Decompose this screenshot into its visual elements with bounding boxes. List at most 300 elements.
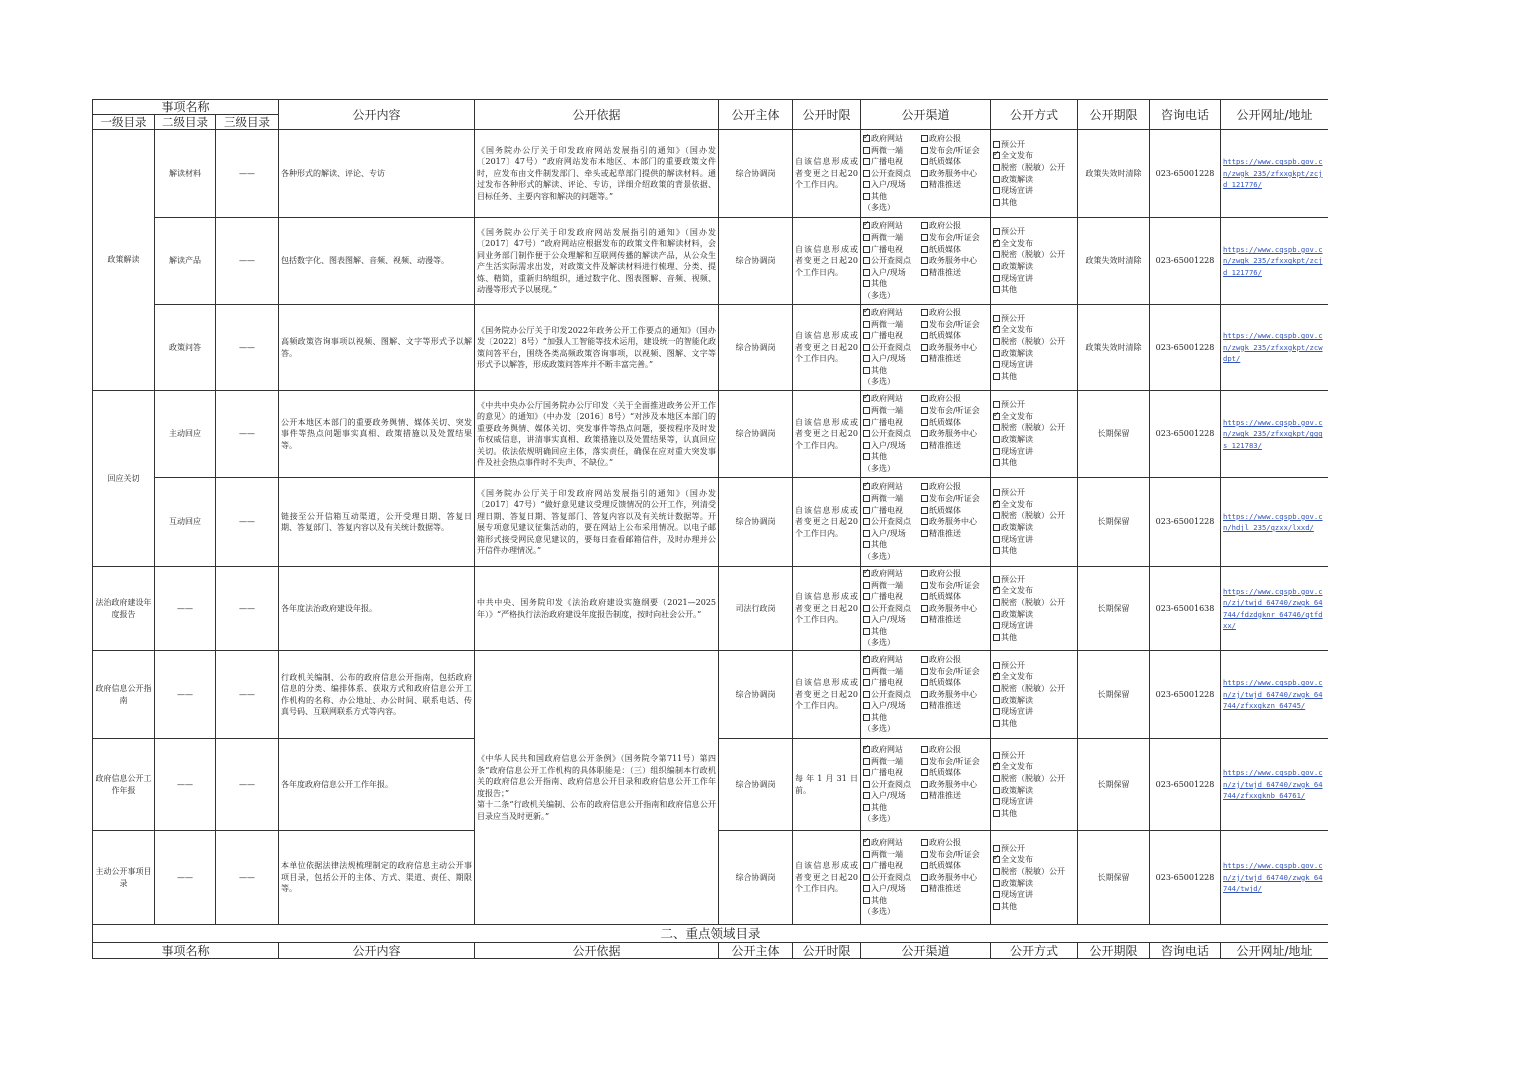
checkbox-icon (993, 662, 1000, 669)
checkbox-icon (863, 851, 870, 858)
header-basis: 公开依据 (475, 100, 719, 130)
channel-options (863, 481, 988, 551)
option-label: 入户/现场 (871, 180, 906, 190)
option-item (863, 505, 921, 517)
checkbox-icon (993, 164, 1000, 171)
option-item (921, 405, 991, 417)
checkbox-icon (921, 781, 928, 788)
option-item (993, 197, 1075, 209)
option-label: 政策解读 (1001, 609, 1033, 619)
channel-options (863, 220, 988, 290)
option-label: 预公开 (1001, 313, 1025, 323)
option-item (863, 654, 921, 666)
time-limit-cell: 自该信息形成或者变更之日起20个工作日内。 (793, 130, 861, 218)
option-item (863, 666, 921, 678)
url-cell (1221, 218, 1329, 305)
checked-checkbox-icon (993, 856, 1000, 863)
option-item (863, 244, 921, 256)
option-label: 现场宣讲 (1001, 186, 1033, 196)
option-label: 入户/现场 (871, 528, 906, 538)
channel-options (863, 837, 988, 907)
option-label: 其他 (871, 540, 887, 550)
option-label: 精准推送 (929, 884, 961, 894)
option-label: 政务服务中心 (929, 689, 977, 699)
level3-cell: —— (216, 567, 279, 651)
option-label: 发布会/听证会 (929, 406, 980, 416)
option-item (921, 220, 991, 232)
checkbox-icon (993, 489, 1000, 496)
checked-checkbox-icon (863, 570, 870, 577)
option-item (921, 481, 991, 493)
option-label: 两微一端 (871, 494, 903, 504)
option-item (993, 522, 1075, 534)
option-item (921, 568, 991, 580)
multi-select-note: （多选） (863, 907, 895, 917)
option-item (921, 756, 991, 768)
checked-checkbox-icon (993, 673, 1000, 680)
checkbox-icon (993, 286, 1000, 293)
url-link[interactable]: https://www.cqspb.gov.cn/hdjl_235/qzxx/lxxd/ (1223, 511, 1323, 532)
option-label: 发布会/听证会 (929, 233, 980, 243)
checked-checkbox-icon (863, 656, 870, 663)
checkbox-icon (863, 679, 870, 686)
option-item (921, 860, 991, 872)
checkbox-icon (921, 147, 928, 154)
option-label: 全文发布 (1001, 499, 1033, 509)
checkbox-icon (993, 611, 1000, 618)
option-label: 全文发布 (1001, 855, 1033, 865)
checkbox-icon (993, 373, 1000, 380)
checkbox-icon (863, 507, 870, 514)
option-item (993, 150, 1075, 162)
option-label: 精准推送 (929, 440, 961, 450)
option-label: 其他 (1001, 371, 1017, 381)
url-link[interactable]: https://www.cqspb.gov.cn/zj/twjd_64740/zwgk_64744/zfxxgknb_64761/ (1223, 768, 1323, 801)
option-label: 其他 (871, 452, 887, 462)
option-item (993, 422, 1075, 434)
option-label: 预公开 (1001, 400, 1025, 410)
header-content: 公开内容 (279, 100, 475, 130)
multi-select-note: （多选） (863, 463, 895, 473)
period-cell: 长期保留 (1078, 739, 1150, 831)
option-label: 其他 (1001, 718, 1017, 728)
option-item (863, 428, 921, 440)
option-label: 纸质媒体 (929, 331, 961, 341)
checkbox-icon (921, 355, 928, 362)
option-label: 精准推送 (929, 267, 961, 277)
option-item (993, 866, 1075, 878)
option-label: 发布会/听证会 (929, 580, 980, 590)
option-label: 入户/现场 (871, 267, 906, 277)
option-item (863, 145, 921, 157)
content-cell: 各种形式的解读、评论、专访 (279, 130, 475, 218)
checkbox-icon (863, 246, 870, 253)
option-item (993, 585, 1075, 597)
checkbox-icon (863, 874, 870, 881)
level1-policy-cell: 政策解读 (93, 130, 155, 391)
phone-cell: 023-65001228 (1150, 391, 1221, 478)
checkbox-icon (863, 495, 870, 502)
section2-title: 二、重点领域目录 (93, 925, 1329, 943)
option-label: 现场宣讲 (1001, 534, 1033, 544)
phone-cell: 023-65001228 (1150, 651, 1221, 739)
option-label: 其他 (871, 626, 887, 636)
option-item (863, 481, 921, 493)
checked-checkbox-icon (993, 152, 1000, 159)
option-label: 纸质媒体 (929, 157, 961, 167)
option-label: 政策解读 (1001, 262, 1033, 271)
option-label: 入户/现场 (871, 615, 906, 625)
option-item (863, 133, 921, 145)
option-label: 广播电视 (871, 768, 903, 778)
checkbox-icon (863, 593, 870, 600)
url-link[interactable]: https://www.cqspb.gov.cn/zwgk_235/zfxxgkpt/zcjd_121776/ (1223, 244, 1323, 277)
option-item (993, 808, 1075, 820)
url-link[interactable]: https://www.cqspb.gov.cn/zj/twjd_64740/zwgk_64744/twjd/ (1223, 861, 1323, 894)
option-item (993, 510, 1075, 522)
header-time-limit: 公开时限 (793, 100, 861, 130)
option-label: 预公开 (1001, 488, 1025, 498)
checkbox-icon (863, 193, 870, 200)
option-label: 政府网站 (871, 744, 903, 754)
option-item (863, 539, 921, 551)
option-item (863, 417, 921, 429)
checkbox-icon (921, 702, 928, 709)
option-item (993, 718, 1075, 730)
url-link[interactable]: https://www.cqspb.gov.cn/zj/twjd_64740/zwgk_64744/zfxxgkzn_64745/ (1223, 678, 1323, 711)
option-item (993, 683, 1075, 695)
checkbox-icon (993, 436, 1000, 443)
option-label: 公开查阅点 (871, 689, 911, 699)
option-item (993, 901, 1075, 913)
option-label: 政府网站 (871, 394, 903, 404)
option-label: 其他 (871, 895, 887, 905)
option-label: 政务服务中心 (929, 342, 977, 352)
option-item (863, 405, 921, 417)
checkbox-icon (921, 234, 928, 241)
option-item (993, 534, 1075, 546)
option-item (993, 620, 1075, 632)
channel-cell (861, 218, 991, 305)
method-cell (991, 739, 1078, 831)
option-item (863, 168, 921, 180)
multi-select-note: （多选） (863, 290, 895, 300)
multi-select-note: （多选） (863, 724, 895, 734)
option-label: 预公开 (1001, 660, 1025, 670)
disclosure-catalog-table (92, 99, 1328, 959)
checkbox-icon (993, 599, 1000, 606)
option-label: 精准推送 (929, 701, 961, 711)
option-item (863, 883, 921, 895)
option-item (863, 767, 921, 779)
option-label: 两微一端 (871, 580, 903, 590)
table-row (93, 130, 1329, 218)
url-link[interactable]: https://www.cqspb.gov.cn/zwgk_235/zfxxgkpt/zcwdpt/ (1223, 331, 1323, 364)
checkbox-icon (993, 622, 1000, 629)
url-cell (1221, 739, 1329, 831)
option-item (993, 411, 1075, 423)
content-cell: 包括数字化、图表图解、音频、视频、动漫等。 (279, 218, 475, 305)
option-label: 纸质媒体 (929, 678, 961, 688)
option-item (863, 191, 921, 203)
option-label: 纸质媒体 (929, 768, 961, 778)
option-item (921, 255, 991, 267)
option-label: 其他 (871, 365, 887, 375)
section2-header-url: 公开网址/地址 (1221, 943, 1329, 959)
checkbox-icon (993, 880, 1000, 887)
option-item (993, 139, 1075, 151)
checkbox-icon (921, 746, 928, 753)
option-label: 现场宣讲 (1001, 797, 1033, 807)
option-label: 其他 (1001, 901, 1017, 911)
checkbox-icon (863, 885, 870, 892)
option-label: 发布会/听证会 (929, 666, 980, 676)
option-label: 现场宣讲 (1001, 360, 1033, 370)
url-link[interactable]: https://www.cqspb.gov.cn/zj/twjd_64740/zwgk_64744/fdzdgknr_64746/qtfdxx/ (1223, 586, 1323, 630)
option-item (921, 417, 991, 429)
catalog-sheet (92, 99, 1328, 959)
option-item (921, 580, 991, 592)
option-item (863, 677, 921, 689)
option-item (921, 133, 991, 145)
checkbox-icon (863, 257, 870, 264)
header-level2: 二级目录 (155, 115, 216, 130)
option-item (863, 365, 921, 377)
option-label: 现场宣讲 (1001, 890, 1033, 900)
option-item (863, 393, 921, 405)
option-item (993, 597, 1075, 609)
option-item (921, 849, 991, 861)
section2-header-content: 公开内容 (279, 943, 475, 959)
checkbox-icon (921, 570, 928, 577)
section2-header-item-name: 事项名称 (93, 943, 279, 959)
option-label: 两微一端 (871, 849, 903, 859)
option-item (863, 614, 921, 626)
section2-header-row (93, 943, 1329, 959)
checkbox-icon (921, 507, 928, 514)
checkbox-icon (863, 702, 870, 709)
checkbox-icon (993, 424, 1000, 431)
checkbox-icon (863, 541, 870, 548)
checkbox-icon (863, 181, 870, 188)
time-limit-cell: 自该信息形成或者变更之日起20个工作日内。 (793, 831, 861, 925)
option-label: 政府公报 (929, 568, 961, 578)
option-label: 政策解读 (1001, 435, 1033, 444)
option-label: 公开查阅点 (871, 429, 911, 439)
option-item (993, 632, 1075, 644)
method-cell (991, 391, 1078, 478)
level3-cell: —— (216, 130, 279, 218)
url-cell (1221, 478, 1329, 567)
checkbox-icon (863, 769, 870, 776)
option-item (863, 307, 921, 319)
period-cell: 政策失效时清除 (1078, 305, 1150, 391)
option-label: 脱密（脱敏）公开 (1001, 866, 1065, 876)
option-item (993, 574, 1075, 586)
checkbox-icon (993, 752, 1000, 759)
option-item (863, 342, 921, 354)
option-item (993, 249, 1075, 261)
option-item (921, 244, 991, 256)
option-item (921, 790, 991, 802)
option-label: 全文发布 (1001, 672, 1033, 682)
table-row (93, 305, 1329, 391)
option-item (993, 796, 1075, 808)
table-row (93, 478, 1329, 567)
content-cell: 各年度政府信息公开工作年报。 (279, 739, 475, 831)
checkbox-icon (993, 251, 1000, 258)
option-label: 政务服务中心 (929, 256, 977, 266)
url-link[interactable]: https://www.cqspb.gov.cn/zwgk_235/zfxxgkpt/zcjd_121776/ (1223, 157, 1323, 190)
checked-checkbox-icon (863, 222, 870, 229)
checkbox-icon (921, 309, 928, 316)
option-item (921, 700, 991, 712)
option-label: 入户/现场 (871, 884, 906, 894)
option-label: 政府网站 (871, 568, 903, 578)
basis-cell: 《中共中央办公厅国务院办公厅印发〈关于全面推进政务公开工作的意见〉的通知》（中办发〔2016〕8号）“对涉及本地区本部门的重要政务舆情、媒体关切、突发事件等热点问题，要按程序及时发布权威信息，讲清事实真相、政策措施以及处置结果等，认真回应关切。依法依规明确回应主体，落实责任，确保在应对重大突发事件及社会热点事件时不失声、不缺位。” (475, 391, 719, 478)
checked-checkbox-icon (863, 135, 870, 142)
checked-checkbox-icon (863, 309, 870, 316)
checkbox-icon (863, 668, 870, 675)
option-label: 发布会/听证会 (929, 145, 980, 155)
time-limit-cell: 自该信息形成或者变更之日起20个工作日内。 (793, 305, 861, 391)
checkbox-icon (921, 395, 928, 402)
option-label: 政府网站 (871, 307, 903, 317)
checkbox-icon (863, 453, 870, 460)
checkbox-icon (993, 903, 1000, 910)
option-item (993, 284, 1075, 296)
option-label: 精准推送 (929, 354, 961, 364)
phone-cell: 023-65001228 (1150, 831, 1221, 925)
option-label: 脱密（脱敏）公开 (1001, 250, 1065, 260)
header-period: 公开期限 (1078, 100, 1150, 130)
checkbox-icon (863, 430, 870, 437)
option-item (921, 232, 991, 244)
option-label: 其他 (1001, 632, 1017, 642)
option-item (921, 168, 991, 180)
method-cell (991, 831, 1078, 925)
option-label: 预公开 (1001, 843, 1025, 853)
url-link[interactable]: https://www.cqspb.gov.cn/zwgk_235/zfxxgkpt/gggs_121783/ (1223, 417, 1323, 450)
checked-checkbox-icon (863, 395, 870, 402)
phone-cell: 023-65001228 (1150, 130, 1221, 218)
checkbox-icon (921, 851, 928, 858)
multi-select-note: （多选） (863, 551, 895, 561)
option-label: 发布会/听证会 (929, 756, 980, 766)
checkbox-icon (993, 708, 1000, 715)
multi-select-note: （多选） (863, 203, 895, 213)
option-label: 现场宣讲 (1001, 621, 1033, 631)
option-label: 其他 (1001, 808, 1017, 818)
option-item (921, 505, 991, 517)
subject-cell: 综合协调岗 (719, 305, 793, 391)
header-item-name: 事项名称 (93, 100, 279, 115)
option-item (921, 145, 991, 157)
option-label: 全文发布 (1001, 325, 1033, 335)
checked-checkbox-icon (863, 483, 870, 490)
phone-cell: 023-65001228 (1150, 218, 1221, 305)
option-label: 其他 (1001, 285, 1017, 295)
option-label: 政府公报 (929, 133, 961, 143)
checkbox-icon (921, 582, 928, 589)
channel-options (863, 133, 988, 203)
checkbox-icon (993, 720, 1000, 727)
option-label: 政府公报 (929, 654, 961, 664)
option-label: 入户/现场 (871, 791, 906, 801)
option-label: 政府网站 (871, 654, 903, 664)
basis-cell: 《国务院办公厅关于印发政府网站发展指引的通知》（国办发〔2017〕47号）“做好意见建议受理反馈情况的公开工作，列清受理日期、答复日期、答复部门、答复内容以及有关统计数据等。开展专项意见建议征集活动的，要在网站上公布采用情况。以电子邮箱形式接受网民意见建议的，要每日查看邮箱信件，及时办理并公开信件办理情况。” (475, 478, 719, 567)
option-label: 预公开 (1001, 139, 1025, 149)
checkbox-icon (863, 582, 870, 589)
checked-checkbox-icon (993, 240, 1000, 247)
checkbox-icon (921, 769, 928, 776)
option-label: 政府公报 (929, 394, 961, 404)
checkbox-icon (863, 792, 870, 799)
checkbox-icon (993, 199, 1000, 206)
option-item (993, 371, 1075, 383)
option-item (993, 336, 1075, 348)
option-item (863, 353, 921, 365)
checkbox-icon (993, 141, 1000, 148)
checkbox-icon (921, 246, 928, 253)
option-label: 其他 (871, 191, 887, 201)
option-item (993, 226, 1075, 238)
level2-cell: —— (155, 651, 216, 739)
checkbox-icon (921, 222, 928, 229)
option-label: 政府公报 (929, 482, 961, 492)
option-label: 现场宣讲 (1001, 446, 1033, 456)
level3-cell: —— (216, 739, 279, 831)
option-label: 政府公报 (929, 837, 961, 847)
option-label: 政府网站 (871, 837, 903, 847)
option-item (921, 883, 991, 895)
option-item (863, 603, 921, 615)
checkbox-icon (921, 344, 928, 351)
option-item (863, 255, 921, 267)
option-item (993, 889, 1075, 901)
content-cell: 各年度法治政府建设年报。 (279, 567, 475, 651)
option-item (993, 854, 1075, 866)
header-method: 公开方式 (991, 100, 1078, 130)
option-item (863, 493, 921, 505)
option-label: 政策解读 (1001, 174, 1033, 184)
option-item (993, 238, 1075, 250)
option-label: 广播电视 (871, 244, 903, 254)
channel-cell (861, 567, 991, 651)
option-item (993, 878, 1075, 890)
option-label: 政策解读 (1001, 695, 1033, 705)
channel-options (863, 654, 988, 724)
checkbox-icon (921, 691, 928, 698)
option-item (863, 756, 921, 768)
option-label: 精准推送 (929, 615, 961, 625)
section-row (93, 925, 1329, 943)
option-label: 脱密（脱敏）公开 (1001, 511, 1065, 521)
channel-cell (861, 478, 991, 567)
checked-checkbox-icon (993, 326, 1000, 333)
option-label: 广播电视 (871, 157, 903, 167)
checkbox-icon (921, 668, 928, 675)
option-label: 公开查阅点 (871, 872, 911, 882)
option-item (921, 353, 991, 365)
subject-cell: 司法行政岗 (719, 567, 793, 651)
checkbox-icon (993, 634, 1000, 641)
content-cell: 链接至公开信箱互动渠道，公开受理日期、答复日期、答复部门、答复内容以及有关统计数据等。 (279, 478, 475, 567)
checkbox-icon (863, 355, 870, 362)
section2-header-subject: 公开主体 (719, 943, 793, 959)
checkbox-icon (863, 804, 870, 811)
checkbox-icon (863, 758, 870, 765)
